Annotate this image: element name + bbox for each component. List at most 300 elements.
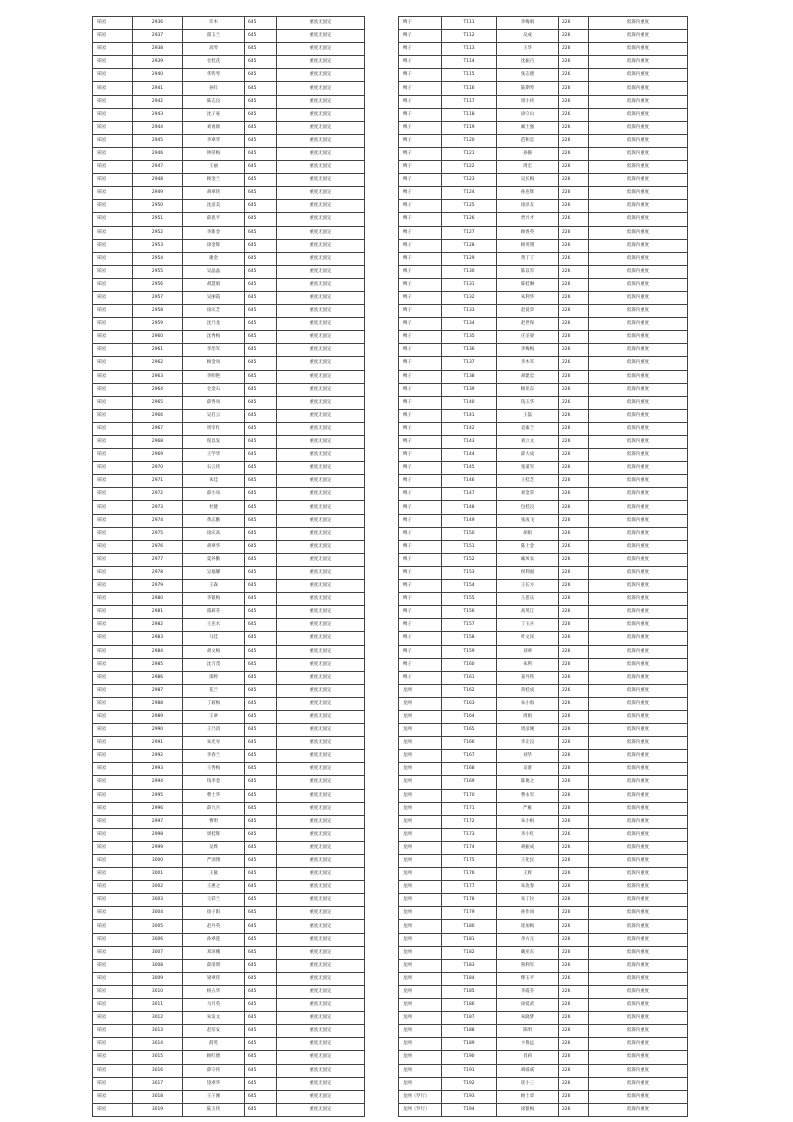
place-cell: 缚子 xyxy=(399,357,442,370)
table-row xyxy=(93,1012,365,1025)
name-cell: 李翠华 xyxy=(183,134,245,147)
place-cell: 龙网 xyxy=(399,881,442,894)
place-cell: 犀园 xyxy=(93,357,133,370)
id-cell: 2968 xyxy=(133,436,183,449)
place-cell: 缚子 xyxy=(399,462,442,475)
id-cell: T139 xyxy=(442,383,497,396)
place-cell: 犀园 xyxy=(93,540,133,553)
amount-cell: 645 xyxy=(245,697,277,710)
table-row xyxy=(93,239,365,252)
amount-cell: 645 xyxy=(245,82,277,95)
name-cell: 胡文梅 xyxy=(183,645,245,658)
category-cell: 低保内重度 xyxy=(589,802,688,815)
name-cell: 胡娟 xyxy=(497,527,559,540)
id-cell: 2981 xyxy=(133,606,183,619)
table-row xyxy=(93,527,365,540)
table-row xyxy=(399,488,688,501)
table-row xyxy=(93,1051,365,1064)
place-cell: 犀园 xyxy=(93,776,133,789)
id-cell: 2949 xyxy=(133,187,183,200)
table-row xyxy=(399,475,688,488)
table-row xyxy=(93,855,365,868)
amount-cell: 645 xyxy=(245,121,277,134)
category-cell: 重度无固定 xyxy=(277,1090,365,1103)
table-row xyxy=(399,697,688,710)
id-cell: T134 xyxy=(442,318,497,331)
amount-cell: 645 xyxy=(245,802,277,815)
place-cell: 龙网 xyxy=(399,802,442,815)
table-row xyxy=(399,959,688,972)
id-cell: T164 xyxy=(442,710,497,723)
place-cell: 犀园 xyxy=(93,187,133,200)
category-cell: 低保内重度 xyxy=(589,422,688,435)
table-row xyxy=(93,174,365,187)
name-cell: 缪玉平 xyxy=(497,972,559,985)
name-cell: 王森 xyxy=(183,580,245,593)
table-row xyxy=(93,750,365,763)
table-row xyxy=(93,972,365,985)
place-cell: 犀园 xyxy=(93,1025,133,1038)
amount-cell: 226 xyxy=(559,514,589,527)
category-cell: 重度无固定 xyxy=(277,344,365,357)
id-cell: 2964 xyxy=(133,383,183,396)
place-cell: 龙网 xyxy=(399,855,442,868)
amount-cell: 645 xyxy=(245,645,277,658)
amount-cell: 226 xyxy=(559,1025,589,1038)
id-cell: T148 xyxy=(442,501,497,514)
name-cell: 叶文泽 xyxy=(497,632,559,645)
id-cell: 2943 xyxy=(133,108,183,121)
place-cell: 缚子 xyxy=(399,147,442,160)
table-row xyxy=(399,174,688,187)
category-cell: 重度无固定 xyxy=(277,331,365,344)
category-cell: 重度无固定 xyxy=(277,737,365,750)
place-cell: 犀园 xyxy=(93,671,133,684)
place-cell: 缚子 xyxy=(399,30,442,43)
amount-cell: 226 xyxy=(559,606,589,619)
place-cell: 犀园 xyxy=(93,69,133,82)
category-cell: 低保内重度 xyxy=(589,108,688,121)
category-cell: 重度无固定 xyxy=(277,226,365,239)
place-cell: 缚子 xyxy=(399,580,442,593)
place-cell: 犀园 xyxy=(93,868,133,881)
id-cell: 3006 xyxy=(133,933,183,946)
place-cell: 缚子 xyxy=(399,265,442,278)
amount-cell: 226 xyxy=(559,488,589,501)
id-cell: 2951 xyxy=(133,213,183,226)
table-row xyxy=(399,999,688,1012)
table-row xyxy=(399,56,688,69)
table-row xyxy=(93,278,365,291)
table-row xyxy=(93,553,365,566)
name-cell: 吴福耀 xyxy=(183,566,245,579)
table-row xyxy=(399,802,688,815)
place-cell: 犀园 xyxy=(93,82,133,95)
amount-cell: 645 xyxy=(245,43,277,56)
name-cell: 沈刀茂 xyxy=(183,658,245,671)
name-cell: 华传琴 xyxy=(183,69,245,82)
place-cell: 犀园 xyxy=(93,331,133,344)
place-cell: 缚子 xyxy=(399,488,442,501)
table-row xyxy=(93,540,365,553)
category-cell: 低保内重度 xyxy=(589,357,688,370)
amount-cell: 645 xyxy=(245,684,277,697)
name-cell: 胡翠侠 xyxy=(183,187,245,200)
place-cell: 龙网 xyxy=(399,972,442,985)
amount-cell: 645 xyxy=(245,566,277,579)
id-cell: 3013 xyxy=(133,1025,183,1038)
place-cell: 龙网 xyxy=(399,868,442,881)
category-cell: 重度无固定 xyxy=(277,619,365,632)
id-cell: 2940 xyxy=(133,69,183,82)
name-cell: 陈志良 xyxy=(183,95,245,108)
place-cell: 犀园 xyxy=(93,121,133,134)
id-cell: T182 xyxy=(442,946,497,959)
table-row xyxy=(399,737,688,750)
id-cell: 2952 xyxy=(133,226,183,239)
id-cell: T122 xyxy=(442,161,497,174)
name-cell: 陆玉侠 xyxy=(183,1103,245,1116)
name-cell: 倪以发 xyxy=(183,436,245,449)
category-cell: 低保内重度 xyxy=(589,95,688,108)
category-cell: 重度无固定 xyxy=(277,69,365,82)
category-cell: 重度无固定 xyxy=(277,17,365,30)
name-cell: 饶翠华 xyxy=(183,1077,245,1090)
name-cell: 丁玉兵 xyxy=(497,619,559,632)
id-cell: T172 xyxy=(442,815,497,828)
place-cell: 犀园 xyxy=(93,553,133,566)
category-cell: 重度无固定 xyxy=(277,540,365,553)
id-cell: T154 xyxy=(442,580,497,593)
place-cell: 犀园 xyxy=(93,527,133,540)
id-cell: T160 xyxy=(442,658,497,671)
name-cell: 李治军 xyxy=(183,344,245,357)
amount-cell: 645 xyxy=(245,553,277,566)
amount-cell: 226 xyxy=(559,370,589,383)
id-cell: T149 xyxy=(442,514,497,527)
table-row xyxy=(399,776,688,789)
name-cell: 曹明 xyxy=(183,815,245,828)
amount-cell: 645 xyxy=(245,750,277,763)
amount-cell: 226 xyxy=(559,187,589,200)
id-cell: 3016 xyxy=(133,1064,183,1077)
id-cell: T157 xyxy=(442,619,497,632)
id-cell: 2998 xyxy=(133,828,183,841)
name-cell: 杜健 xyxy=(183,501,245,514)
category-cell: 低保内重度 xyxy=(589,855,688,868)
table-row xyxy=(93,684,365,697)
id-cell: T115 xyxy=(442,69,497,82)
amount-cell: 645 xyxy=(245,462,277,475)
id-cell: 2941 xyxy=(133,82,183,95)
place-cell: 缚子 xyxy=(399,606,442,619)
name-cell: 邓泽娥 xyxy=(183,946,245,959)
place-cell: 犀园 xyxy=(93,344,133,357)
table-row xyxy=(399,95,688,108)
category-cell: 重度无固定 xyxy=(277,972,365,985)
name-cell: 花兰 xyxy=(183,684,245,697)
amount-cell: 226 xyxy=(559,501,589,514)
amount-cell: 645 xyxy=(245,409,277,422)
category-cell: 低保内重度 xyxy=(589,959,688,972)
table-row xyxy=(399,422,688,435)
place-cell: 缚子 xyxy=(399,318,442,331)
name-cell: 顾士章 xyxy=(497,1090,559,1103)
id-cell: 2976 xyxy=(133,540,183,553)
table-row xyxy=(93,1025,365,1038)
id-cell: T153 xyxy=(442,566,497,579)
category-cell: 低保内重度 xyxy=(589,527,688,540)
id-cell: T165 xyxy=(442,724,497,737)
table-row xyxy=(399,436,688,449)
id-cell: T142 xyxy=(442,422,497,435)
place-cell: 犀园 xyxy=(93,697,133,710)
id-cell: 2971 xyxy=(133,475,183,488)
name-cell: 李银梅 xyxy=(183,593,245,606)
amount-cell: 645 xyxy=(245,737,277,750)
name-cell: 李霞芬 xyxy=(497,985,559,998)
name-cell: 杨五华 xyxy=(183,985,245,998)
id-cell: T147 xyxy=(442,488,497,501)
amount-cell: 645 xyxy=(245,69,277,82)
category-cell: 重度无固定 xyxy=(277,776,365,789)
place-cell: 缚子 xyxy=(399,553,442,566)
id-cell: 2990 xyxy=(133,724,183,737)
table-row xyxy=(93,697,365,710)
id-cell: 2948 xyxy=(133,174,183,187)
amount-cell: 226 xyxy=(559,278,589,291)
name-cell: 周彦刚 xyxy=(497,724,559,737)
table-row xyxy=(399,344,688,357)
category-cell: 重度无固定 xyxy=(277,724,365,737)
id-cell: 2979 xyxy=(133,580,183,593)
name-cell: 王桂芝 xyxy=(497,475,559,488)
table-row xyxy=(93,789,365,802)
amount-cell: 226 xyxy=(559,593,589,606)
place-cell: 缚子 xyxy=(399,593,442,606)
amount-cell: 226 xyxy=(559,894,589,907)
name-cell: 高英江 xyxy=(497,606,559,619)
id-cell: 2980 xyxy=(133,593,183,606)
name-cell: 臧士强 xyxy=(497,121,559,134)
table-row xyxy=(399,30,688,43)
table-row xyxy=(93,409,365,422)
category-cell: 重度无固定 xyxy=(277,30,365,43)
place-cell: 犀园 xyxy=(93,658,133,671)
table-row xyxy=(93,1077,365,1090)
amount-cell: 226 xyxy=(559,658,589,671)
amount-cell: 226 xyxy=(559,161,589,174)
place-cell: 犀园 xyxy=(93,907,133,920)
id-cell: T131 xyxy=(442,278,497,291)
table-row xyxy=(93,226,365,239)
name-cell: 严羽翔 xyxy=(183,855,245,868)
table-row xyxy=(93,213,365,226)
name-cell: 王学华 xyxy=(183,449,245,462)
table-row xyxy=(93,894,365,907)
name-cell: 李明艳 xyxy=(183,370,245,383)
id-cell: T194 xyxy=(442,1103,497,1116)
category-cell: 低保内重度 xyxy=(589,147,688,160)
table-row xyxy=(93,881,365,894)
category-cell: 低保内重度 xyxy=(589,933,688,946)
place-cell: 犀园 xyxy=(93,645,133,658)
table-row xyxy=(399,409,688,422)
category-cell: 低保内重度 xyxy=(589,710,688,723)
amount-cell: 645 xyxy=(245,1064,277,1077)
place-cell: 龙网 xyxy=(399,710,442,723)
table-row xyxy=(93,462,365,475)
table-row xyxy=(93,632,365,645)
id-cell: 2995 xyxy=(133,789,183,802)
table-row xyxy=(399,187,688,200)
category-cell: 低保内重度 xyxy=(589,121,688,134)
name-cell: 徐守山 xyxy=(497,108,559,121)
table-row xyxy=(399,318,688,331)
id-cell: 2953 xyxy=(133,239,183,252)
name-cell: 钟萍梅 xyxy=(183,147,245,160)
category-cell: 重度无固定 xyxy=(277,278,365,291)
place-cell: 犀园 xyxy=(93,318,133,331)
id-cell: T173 xyxy=(442,828,497,841)
id-cell: 3017 xyxy=(133,1077,183,1090)
category-cell: 重度无固定 xyxy=(277,147,365,160)
id-cell: T166 xyxy=(442,737,497,750)
table-row xyxy=(399,1025,688,1038)
table-row xyxy=(399,226,688,239)
name-cell: 刘再锦 xyxy=(183,121,245,134)
name-cell: 徐金辉 xyxy=(183,239,245,252)
place-cell: 犀园 xyxy=(93,750,133,763)
table-row xyxy=(93,305,365,318)
place-cell: 犀园 xyxy=(93,632,133,645)
amount-cell: 226 xyxy=(559,868,589,881)
category-cell: 低保内重度 xyxy=(589,174,688,187)
name-cell: 徐庆高 xyxy=(183,527,245,540)
category-cell: 重度无固定 xyxy=(277,933,365,946)
place-cell: 龙网 xyxy=(399,1025,442,1038)
category-cell: 低保内重度 xyxy=(589,318,688,331)
amount-cell: 226 xyxy=(559,815,589,828)
table-row xyxy=(93,318,365,331)
table-row xyxy=(399,619,688,632)
category-cell: 重度无固定 xyxy=(277,632,365,645)
amount-cell: 226 xyxy=(559,174,589,187)
id-cell: T140 xyxy=(442,396,497,409)
table-row xyxy=(93,357,365,370)
id-cell: T135 xyxy=(442,331,497,344)
table-row xyxy=(399,671,688,684)
category-cell: 低保内重度 xyxy=(589,1025,688,1038)
category-cell: 低保内重度 xyxy=(589,200,688,213)
place-cell: 犀园 xyxy=(93,881,133,894)
amount-cell: 645 xyxy=(245,1012,277,1025)
id-cell: T137 xyxy=(442,357,497,370)
name-cell: 庄圣梁 xyxy=(497,331,559,344)
place-cell: 缚子 xyxy=(399,619,442,632)
amount-cell: 645 xyxy=(245,540,277,553)
table-row xyxy=(399,43,688,56)
place-cell: 犀园 xyxy=(93,213,133,226)
amount-cell: 226 xyxy=(559,645,589,658)
name-cell: 朱发文 xyxy=(183,1012,245,1025)
table-row xyxy=(399,357,688,370)
table-row xyxy=(93,344,365,357)
id-cell: 2993 xyxy=(133,763,183,776)
name-cell: 张道军 xyxy=(497,462,559,475)
place-cell: 缚子 xyxy=(399,108,442,121)
id-cell: T183 xyxy=(442,959,497,972)
name-cell: 周桂辉 xyxy=(183,828,245,841)
id-cell: T123 xyxy=(442,174,497,187)
amount-cell: 645 xyxy=(245,95,277,108)
name-cell: 陈以军 xyxy=(497,265,559,278)
name-cell: 肖莉 xyxy=(497,1051,559,1064)
name-cell: 陈俊之 xyxy=(497,776,559,789)
category-cell: 低保内重度 xyxy=(589,1103,688,1116)
amount-cell: 226 xyxy=(559,789,589,802)
category-cell: 低保内重度 xyxy=(589,383,688,396)
category-cell: 重度无固定 xyxy=(277,828,365,841)
category-cell: 重度无固定 xyxy=(277,200,365,213)
name-cell: 刘翠 xyxy=(497,645,559,658)
category-cell: 低保内重度 xyxy=(589,985,688,998)
place-cell: 犀园 xyxy=(93,828,133,841)
id-cell: 2986 xyxy=(133,671,183,684)
amount-cell: 226 xyxy=(559,946,589,959)
amount-cell: 226 xyxy=(559,959,589,972)
category-cell: 重度无固定 xyxy=(277,187,365,200)
table-row xyxy=(93,1038,365,1051)
place-cell: 犀园 xyxy=(93,134,133,147)
table-row xyxy=(399,305,688,318)
category-cell: 重度无固定 xyxy=(277,436,365,449)
table-row xyxy=(399,580,688,593)
id-cell: 2988 xyxy=(133,697,183,710)
category-cell: 低保内重度 xyxy=(589,920,688,933)
amount-cell: 226 xyxy=(559,95,589,108)
category-cell: 重度无固定 xyxy=(277,43,365,56)
table-row xyxy=(93,108,365,121)
name-cell: 胡慧娟 xyxy=(183,278,245,291)
category-cell: 重度无固定 xyxy=(277,566,365,579)
place-cell: 犀园 xyxy=(93,396,133,409)
amount-cell: 645 xyxy=(245,396,277,409)
name-cell: 吴晶晶 xyxy=(183,265,245,278)
table-row xyxy=(399,200,688,213)
category-cell: 重度无固定 xyxy=(277,907,365,920)
category-cell: 重度无固定 xyxy=(277,108,365,121)
amount-cell: 645 xyxy=(245,1090,277,1103)
amount-cell: 645 xyxy=(245,985,277,998)
name-cell: 徐泽友 xyxy=(497,200,559,213)
place-cell: 缚子 xyxy=(399,82,442,95)
category-cell: 重度无固定 xyxy=(277,606,365,619)
table-row xyxy=(399,894,688,907)
amount-cell: 645 xyxy=(245,946,277,959)
place-cell: 缚子 xyxy=(399,645,442,658)
table-row xyxy=(93,252,365,265)
id-cell: 2938 xyxy=(133,43,183,56)
id-cell: T127 xyxy=(442,226,497,239)
amount-cell: 226 xyxy=(559,318,589,331)
place-cell: 龙网 xyxy=(399,763,442,776)
table-row xyxy=(399,383,688,396)
place-cell: 犀园 xyxy=(93,305,133,318)
place-cell: 缚子 xyxy=(399,17,442,30)
amount-cell: 645 xyxy=(245,161,277,174)
amount-cell: 226 xyxy=(559,331,589,344)
